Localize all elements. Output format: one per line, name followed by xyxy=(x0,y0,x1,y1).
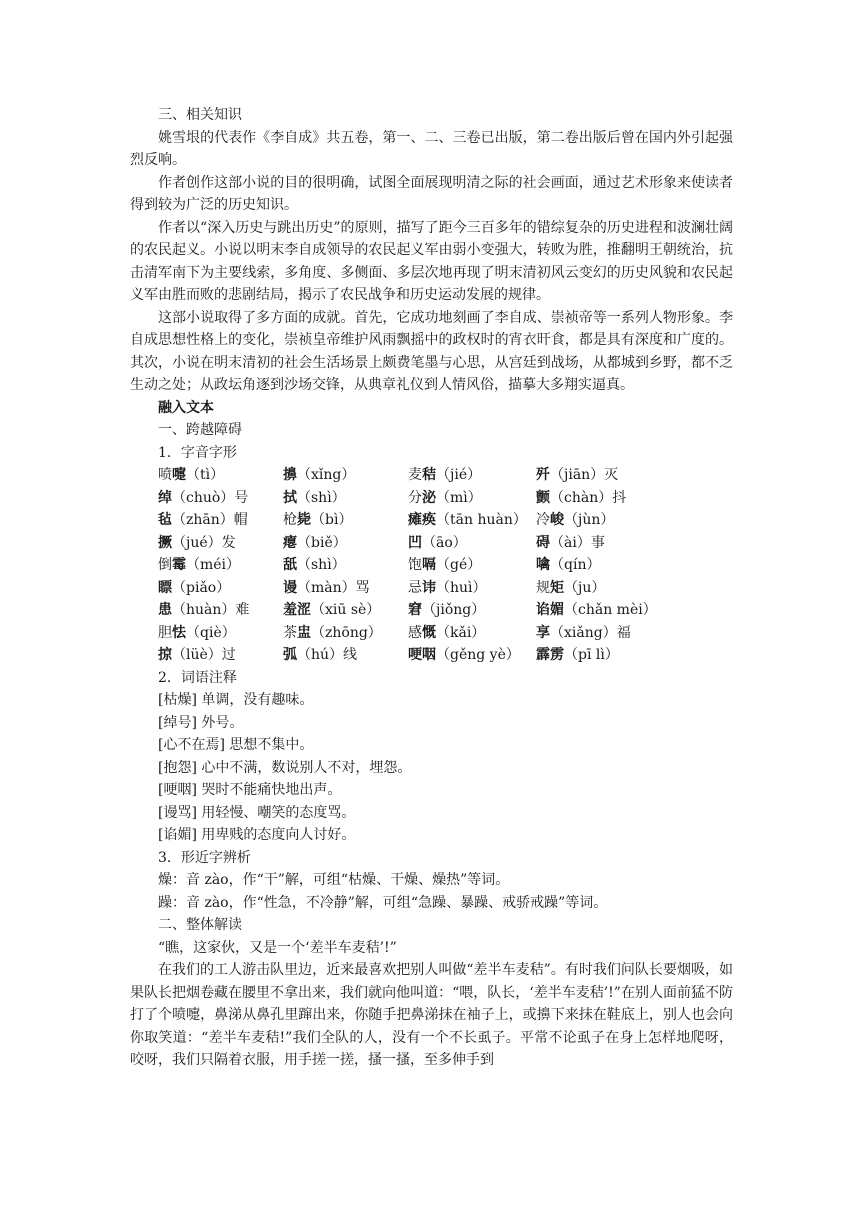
pronunciation-entry xyxy=(158,487,283,510)
paragraph: 这部小说取得了多方面的成就。首先，它成功地刻画了李自成、崇祯帝等一系列人物形象。李自成思想性格上的变化，崇祯皇帝维护风雨飘摇中的政权时的宵衣旰食，都是具有深度和广度的。其次，小说在明末清初的社会生活场景上颇费笔墨与心思，从宫廷到战场，从都城到乡野，都不乏生动之处；从政坛角逐到沙场交锋，从典章礼仪到人情风俗，描摹大多翔实逼真。 xyxy=(130,309,733,393)
entry-pinyin: （chàn）抖 xyxy=(550,489,627,506)
entry-target-char: 羞涩 xyxy=(283,602,311,618)
entry-target-char: 瞟 xyxy=(158,579,172,596)
entry-prefix: 茶 xyxy=(283,624,297,641)
entry-prefix: 倒 xyxy=(158,557,172,573)
paragraph: 作者创作这部小说的目的很明确，试图全面展现明清之际的社会画面，通过艺术形象来使读者得到较为广泛的历史知识。 xyxy=(130,174,733,213)
entry-pinyin: （jié） xyxy=(436,467,482,483)
entry-pinyin: （chǎn mèi） xyxy=(564,602,657,618)
subheading: 2．词语注释 xyxy=(158,669,237,686)
entry-pinyin: （chuò）号 xyxy=(172,489,249,506)
entry-target-char: 毙 xyxy=(297,512,311,528)
gloss-item: [心不在焉] 思想不集中。 xyxy=(158,737,314,753)
entry-target-char: 谄媚 xyxy=(536,602,564,618)
gloss-item: [谄媚] 用卑贱的态度向人讨好。 xyxy=(158,827,356,843)
pronunciation-entry xyxy=(408,599,536,622)
entry-pinyin: （biě） xyxy=(297,534,347,551)
entry-target-char: 窘 xyxy=(408,602,422,618)
entry-pinyin: （gé） xyxy=(436,557,482,573)
distinction-item: 燥：音 zào，作“干”解，可组“枯燥、干燥、燥热”等词。 xyxy=(158,872,510,888)
entry-target-char: 瘫痪 xyxy=(408,512,436,528)
entry-pinyin: （xiǎng）福 xyxy=(550,624,631,641)
pronunciation-entry xyxy=(158,509,283,532)
pronunciation-entry xyxy=(408,622,536,645)
entry-pinyin: （jiǒng） xyxy=(422,602,486,618)
entry-target-char: 凹 xyxy=(408,534,422,551)
pronunciation-entry xyxy=(158,644,283,667)
pronunciation-entry xyxy=(536,509,761,532)
entry-target-char: 盅 xyxy=(297,624,311,641)
entry-pinyin: （xiū sè） xyxy=(311,602,381,618)
entry-target-char: 噙 xyxy=(536,557,550,573)
document-page xyxy=(130,104,733,1072)
entry-prefix: 麦 xyxy=(408,467,422,483)
entry-pinyin: （huì） xyxy=(436,579,487,596)
entry-pinyin: （zhān）帽 xyxy=(172,512,248,528)
gloss-item: [哽咽] 哭时不能痛快地出声。 xyxy=(158,782,342,798)
entry-prefix: 感 xyxy=(408,624,422,641)
entry-target-char: 嗝 xyxy=(422,557,436,573)
section-heading: 融入文本 xyxy=(158,399,214,416)
pronunciation-entry xyxy=(283,532,408,555)
subheading: 一、跨越障碍 xyxy=(158,422,242,438)
pronunciation-entry xyxy=(536,532,761,555)
pronunciation-entry xyxy=(283,509,408,532)
paragraph: 作者以“深入历史与跳出历史”的原则，描写了距今三百多年的错综复杂的历史进程和波澜壮阔的农民起义。小说以明末李自成领导的农民起义军由弱小变强大，转败为胜，推翻明王朝统治，抗击清军南下为主要线索，多角度、多侧面、多层次地再现了明末清初风云变幻的历史风貌和农民起义军由胜而败的悲剧结局，揭示了农民战争和历史运动发展的规律。 xyxy=(130,219,733,303)
entry-pinyin: （huàn）难 xyxy=(172,602,250,618)
entry-prefix: 分 xyxy=(408,489,422,506)
pronunciation-entry xyxy=(283,487,408,510)
pronunciation-entry xyxy=(536,644,761,667)
entry-target-char: 讳 xyxy=(422,579,436,596)
entry-target-char: 弧 xyxy=(283,647,297,663)
pronunciation-entry xyxy=(158,577,283,600)
quote-line: “瞧，这家伙，又是一个‘差半车麦秸’!” xyxy=(158,939,397,956)
pronunciation-entry xyxy=(536,577,761,600)
entry-pinyin: （ài）事 xyxy=(550,534,605,551)
entry-pinyin: （ju） xyxy=(564,579,606,596)
pronunciation-entry xyxy=(158,464,283,487)
pronunciation-entry xyxy=(283,464,408,487)
entry-target-char: 撅 xyxy=(158,534,172,551)
paragraph: 在我们的工人游击队里边，近来最喜欢把别人叫做“差半车麦秸”。有时我们问队长要烟吸，如果队长把烟卷藏在腰里不拿出来，我们就向他叫道：“喂，队长，‘差半车麦秸’!”在别人面前猛不防打了个喷嚏，鼻涕从鼻孔里蹿出来，你随手把鼻涕抹在袖子上，或擤下来抹在鞋底上，别人也会向你取笑道：“差半车麦秸!”我们全队的人，没有一个不长虱子。平常不论虱子在身上怎样地爬呀，咬呀，我们只隔着衣服，用手搓一搓，搔一搔，至多伸手到 xyxy=(130,962,733,1068)
entry-prefix: 饱 xyxy=(408,557,422,573)
pronunciation-entry xyxy=(408,644,536,667)
entry-pinyin: （qín） xyxy=(550,557,601,573)
subheading: 1．字音字形 xyxy=(158,444,237,461)
entry-prefix: 忌 xyxy=(408,579,422,596)
entry-pinyin: （gěng yè） xyxy=(436,647,520,663)
entry-pinyin: （zhōng） xyxy=(311,624,382,641)
entry-prefix: 胆 xyxy=(158,624,172,641)
subheading: 二、整体解读 xyxy=(158,917,242,933)
entry-pinyin: （jué）发 xyxy=(172,534,236,551)
entry-pinyin: （màn）骂 xyxy=(297,579,370,596)
pronunciation-entry xyxy=(536,622,761,645)
pronunciation-entry xyxy=(283,577,408,600)
distinction-item: 躁：音 zào，作“性急，不冷静”解，可组“急躁、暴躁、戒骄戒躁”等词。 xyxy=(158,894,608,911)
pronunciation-entry xyxy=(408,577,536,600)
pronunciation-table xyxy=(130,464,733,667)
entry-target-char: 绰 xyxy=(158,489,172,506)
entry-target-char: 瘪 xyxy=(283,534,297,551)
pronunciation-entry xyxy=(408,509,536,532)
pronunciation-entry xyxy=(158,554,283,577)
entry-pinyin: （tān huàn） xyxy=(436,512,527,528)
pronunciation-entry xyxy=(283,622,408,645)
entry-target-char: 颤 xyxy=(536,489,550,506)
pronunciation-entry xyxy=(283,599,408,622)
pronunciation-entry xyxy=(408,554,536,577)
subheading: 3．形近字辨析 xyxy=(158,849,251,866)
pronunciation-entry xyxy=(536,599,761,622)
entry-target-char: 嚏 xyxy=(172,467,186,483)
pronunciation-entry xyxy=(408,464,536,487)
entry-target-char: 掠 xyxy=(158,647,172,663)
pronunciation-entry xyxy=(158,532,283,555)
entry-pinyin: （méi） xyxy=(186,557,241,573)
entry-target-char: 谩 xyxy=(283,579,297,596)
entry-pinyin: （lüè）过 xyxy=(172,647,236,663)
pronunciation-entry xyxy=(283,554,408,577)
pronunciation-entry xyxy=(283,644,408,667)
pronunciation-entry xyxy=(536,487,761,510)
gloss-item: [绰号] 外号。 xyxy=(158,714,244,731)
paragraph: 姚雪垠的代表作《李自成》共五卷，第一、二、三卷已出版，第二卷出版后曾在国内外引起强烈反响。 xyxy=(130,129,733,168)
entry-pinyin: （pī lì） xyxy=(564,647,619,663)
entry-target-char: 峻 xyxy=(550,512,564,528)
pronunciation-entry xyxy=(408,487,536,510)
entry-target-char: 霹雳 xyxy=(536,647,564,663)
entry-prefix: 冷 xyxy=(536,512,550,528)
entry-pinyin: （shì） xyxy=(297,489,346,506)
gloss-item: [抱怨] 心中不满，数说别人不对，埋怨。 xyxy=(158,759,412,776)
entry-target-char: 碍 xyxy=(536,534,550,551)
entry-target-char: 拭 xyxy=(283,489,297,506)
entry-target-char: 慨 xyxy=(422,624,436,641)
entry-target-char: 秸 xyxy=(422,467,436,483)
entry-target-char: 擤 xyxy=(283,467,297,483)
gloss-item: [谩骂] 用轻慢、嘲笑的态度骂。 xyxy=(158,804,356,821)
entry-target-char: 享 xyxy=(536,624,550,641)
entry-target-char: 矩 xyxy=(550,579,564,596)
entry-prefix: 枪 xyxy=(283,512,297,528)
pronunciation-entry xyxy=(158,622,283,645)
gloss-item: [枯燥] 单调，没有趣味。 xyxy=(158,692,314,708)
entry-pinyin: （kǎi） xyxy=(436,624,486,641)
pronunciation-entry xyxy=(536,464,761,487)
section-heading: 三、相关知识 xyxy=(158,107,242,123)
entry-pinyin: （tì） xyxy=(186,467,225,483)
pronunciation-entry xyxy=(158,599,283,622)
entry-target-char: 歼 xyxy=(536,467,550,483)
entry-pinyin: （qiè） xyxy=(186,624,236,641)
entry-prefix: 规 xyxy=(536,579,550,596)
entry-pinyin: （jiān）灭 xyxy=(550,467,619,483)
entry-target-char: 患 xyxy=(158,602,172,618)
entry-pinyin: （xǐng） xyxy=(297,467,356,483)
entry-pinyin: （mì） xyxy=(436,489,482,506)
entry-target-char: 舐 xyxy=(283,557,297,573)
entry-pinyin: （shì） xyxy=(297,557,346,573)
entry-target-char: 哽咽 xyxy=(408,647,436,663)
entry-pinyin: （jùn） xyxy=(564,512,615,528)
entry-prefix: 喷 xyxy=(158,467,172,483)
entry-pinyin: （bì） xyxy=(311,512,353,528)
entry-pinyin: （āo） xyxy=(422,534,467,551)
pronunciation-entry xyxy=(408,532,536,555)
entry-target-char: 霉 xyxy=(172,557,186,573)
entry-target-char: 毡 xyxy=(158,512,172,528)
entry-target-char: 怯 xyxy=(172,624,186,641)
entry-target-char: 泌 xyxy=(422,489,436,506)
entry-pinyin: （hú）线 xyxy=(297,647,358,663)
pronunciation-entry xyxy=(536,554,761,577)
entry-pinyin: （piǎo） xyxy=(172,579,231,596)
